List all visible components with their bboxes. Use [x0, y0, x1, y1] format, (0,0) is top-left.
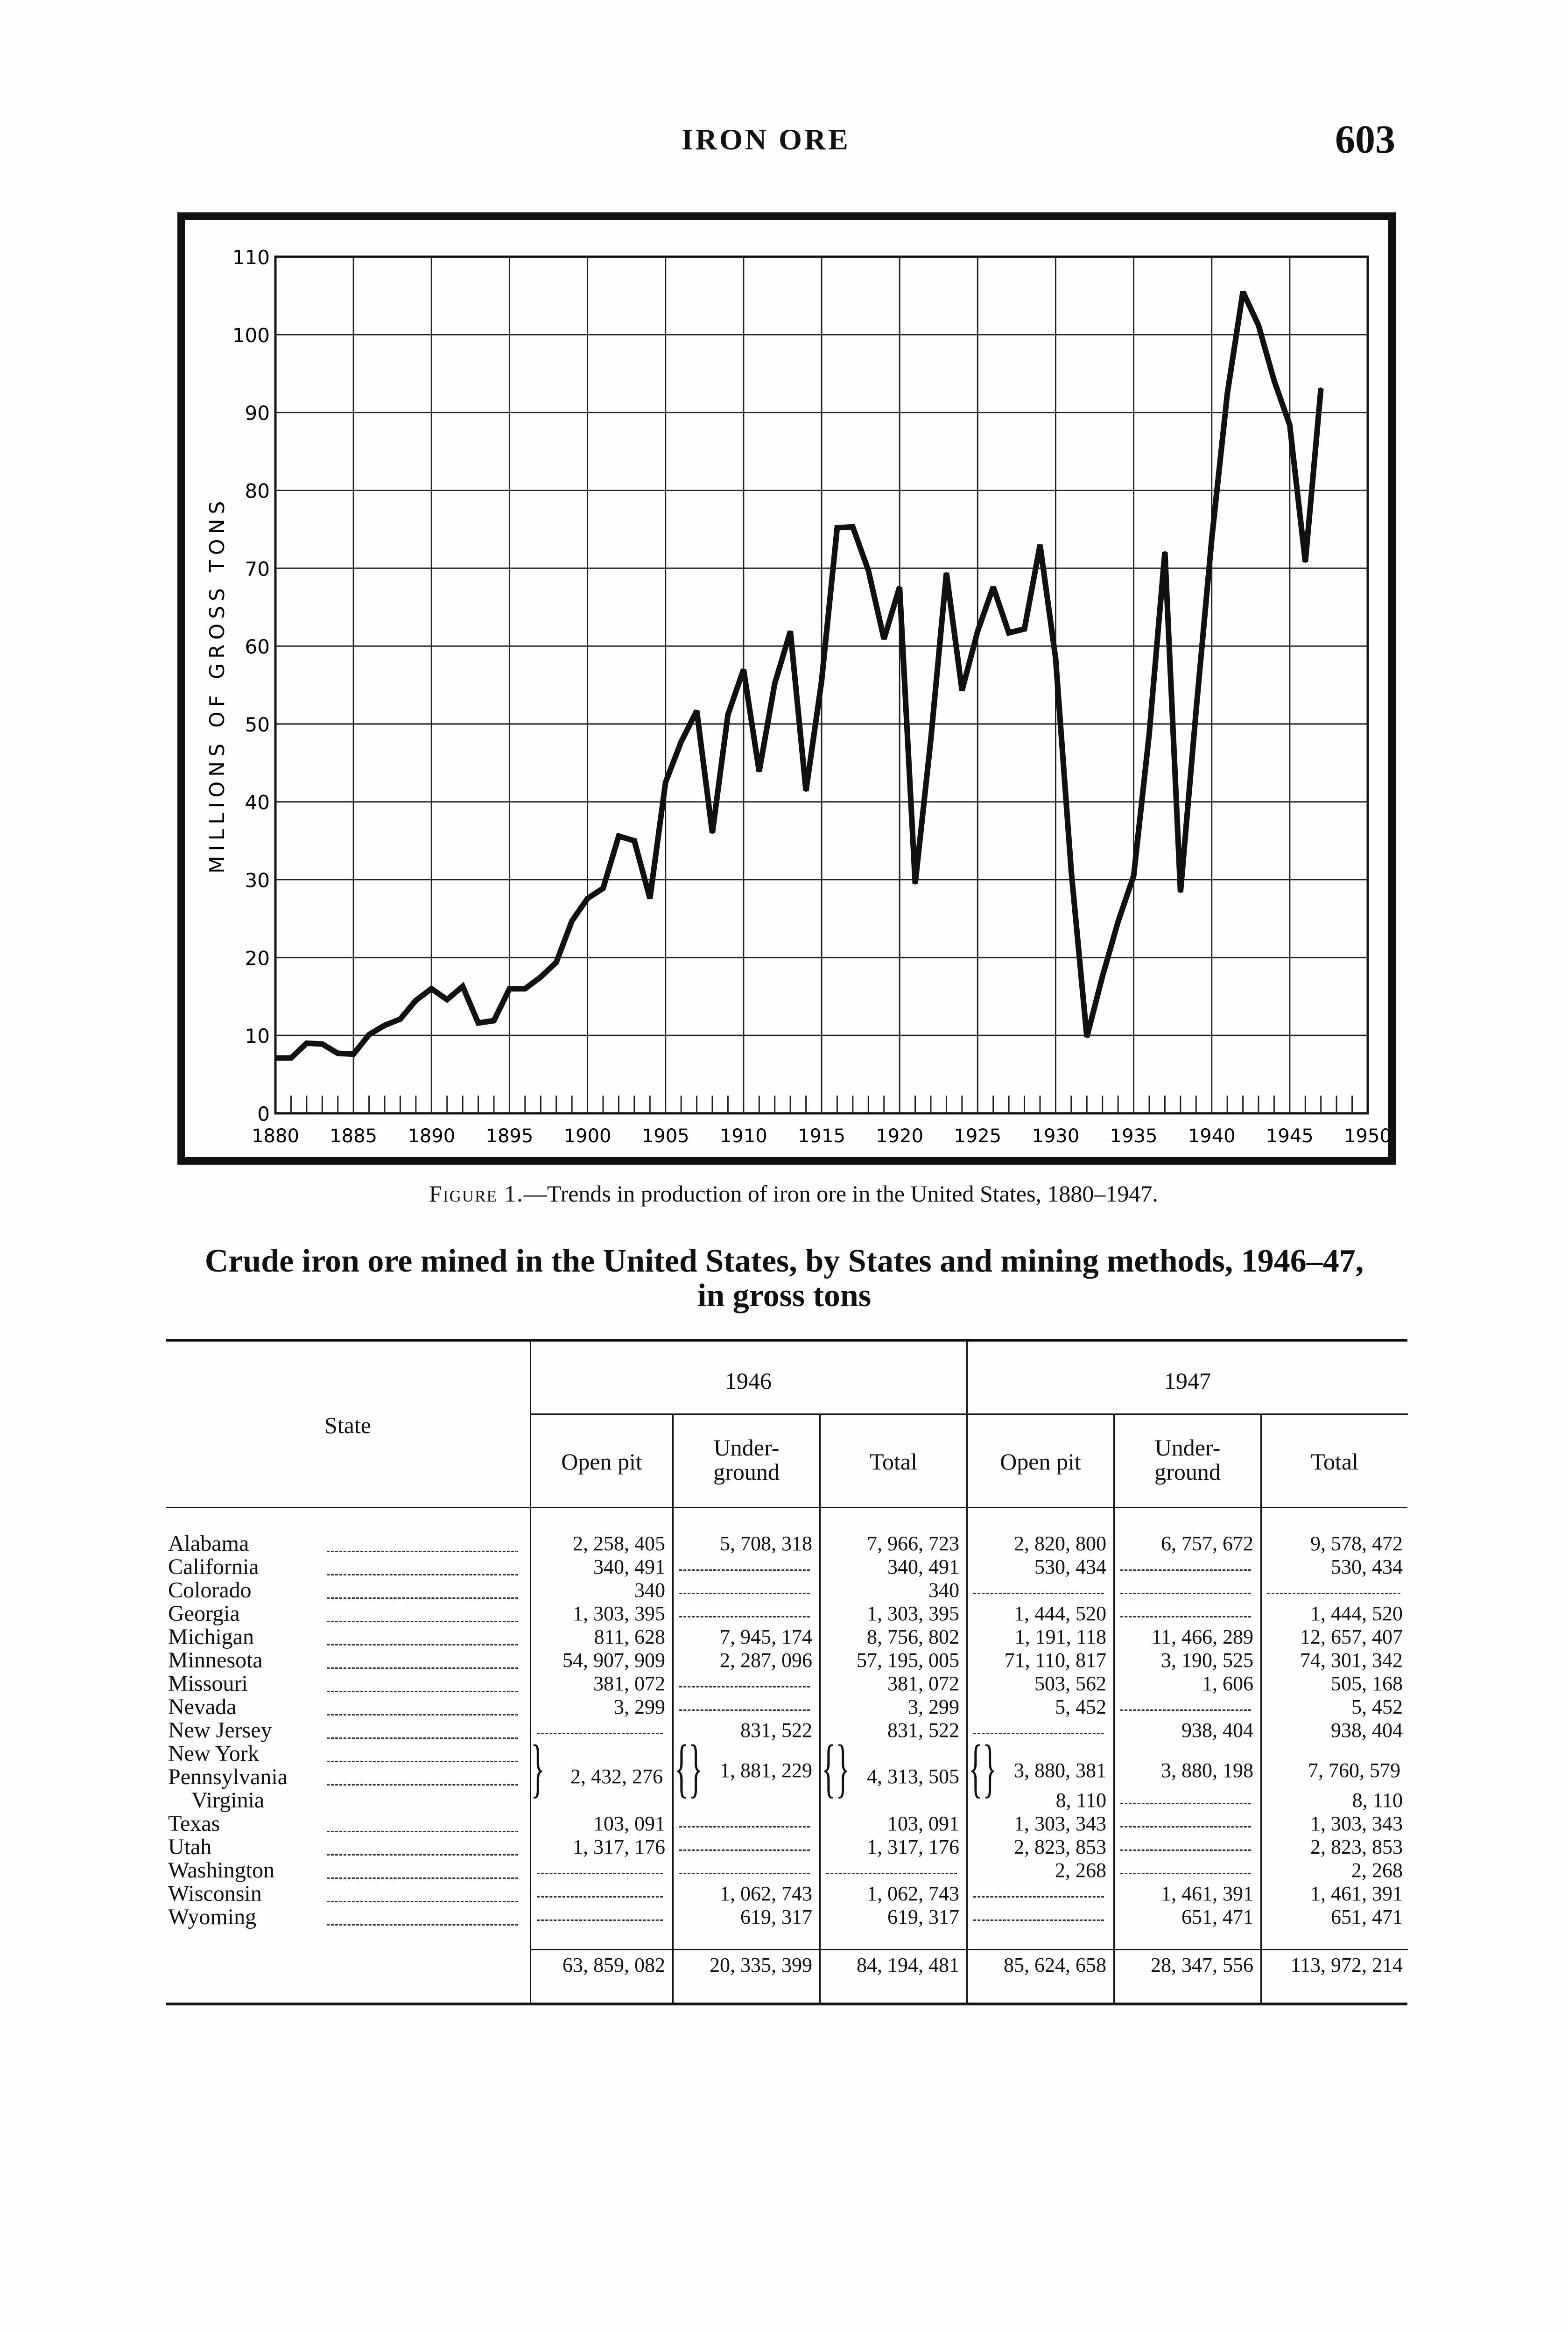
x-tick-label: 1915: [798, 1125, 845, 1147]
data-point: [1242, 291, 1244, 293]
table-cell: 1, 317, 176: [867, 1835, 959, 1858]
figure-caption: [327, 1180, 1260, 1207]
data-point: [867, 569, 869, 571]
y-tick-label: 110: [232, 246, 270, 269]
table-cell: 103, 091: [887, 1812, 959, 1835]
table-cell: 2, 820, 800: [1014, 1532, 1106, 1555]
data-point: [743, 668, 745, 670]
table-cell: 811, 628: [594, 1625, 665, 1648]
table-cell: 651, 471: [1331, 1905, 1403, 1928]
data-point: [1148, 732, 1150, 734]
data-point: [1117, 921, 1119, 923]
table-cell: 340: [928, 1579, 959, 1602]
total-open-pit-1946: 63, 859, 082: [563, 1954, 665, 1976]
data-point: [945, 572, 947, 574]
data-point: [1039, 544, 1041, 546]
data-point: [462, 985, 464, 987]
dot-leader: [327, 1737, 518, 1739]
data-point: [883, 638, 885, 640]
data-point: [555, 961, 557, 963]
dot-leader: [327, 1761, 518, 1762]
x-tick-label: 1945: [1266, 1125, 1314, 1147]
grouped-total-1946: 4, 313, 505: [867, 1765, 959, 1788]
data-point: [1273, 380, 1275, 381]
data-point: [1180, 891, 1181, 893]
dot-leader: [327, 1901, 518, 1902]
empty-cell-dash: [679, 1849, 810, 1851]
state-name: Texas: [168, 1811, 220, 1836]
data-point: [961, 689, 963, 691]
state-name: Pennsylvania: [168, 1765, 288, 1789]
x-tick-label: 1880: [252, 1125, 299, 1147]
table-cell: 619, 317: [887, 1905, 959, 1928]
col-header-total-1947: Total: [1310, 1448, 1359, 1475]
empty-cell-dash: [537, 1896, 663, 1898]
state-column-header: State: [324, 1412, 371, 1438]
data-point: [493, 1019, 495, 1021]
table-cell: 71, 110, 817: [1004, 1649, 1106, 1672]
data-point: [1008, 632, 1010, 634]
state-name: Wisconsin: [168, 1881, 262, 1906]
dot-leader: [327, 1551, 518, 1552]
column-rule-1947-total: [1260, 1414, 1262, 2003]
state-name: Missouri: [168, 1671, 248, 1696]
empty-cell-dash: [1120, 1826, 1251, 1828]
data-point: [1258, 324, 1259, 326]
data-point: [1226, 393, 1228, 395]
data-point: [1086, 1036, 1088, 1038]
table-cell: 938, 404: [1181, 1719, 1253, 1742]
empty-cell-dash: [679, 1593, 810, 1594]
table-cell: 1, 444, 520: [1014, 1602, 1106, 1625]
table-cell: 57, 195, 005: [857, 1649, 959, 1672]
table-cell: 1, 062, 743: [720, 1882, 812, 1905]
data-point: [618, 835, 619, 837]
data-point: [1304, 561, 1306, 563]
data-point: [914, 883, 916, 885]
empty-cell-dash: [679, 1709, 810, 1711]
data-point: [587, 898, 589, 900]
table-cell: 831, 522: [887, 1719, 959, 1742]
empty-cell-dash: [679, 1826, 810, 1828]
table-cell: 9, 578, 472: [1310, 1532, 1403, 1555]
total-total-1946: 84, 194, 481: [857, 1954, 959, 1976]
grouped-underground-1946: 1, 881, 229: [720, 1759, 812, 1782]
data-point: [649, 898, 651, 900]
table-cell: 2, 268: [1055, 1859, 1106, 1882]
table-cell: 1, 303, 395: [573, 1602, 665, 1625]
header-bottom-rule: [166, 1507, 1407, 1508]
state-name: Nevada: [168, 1694, 237, 1719]
state-name: California: [168, 1554, 259, 1579]
data-point: [290, 1057, 292, 1059]
x-tick-label: 1895: [485, 1125, 534, 1147]
column-rule-year: [966, 1340, 968, 2003]
empty-cell-dash: [537, 1919, 663, 1921]
col-header-open-pit-1947: Open pit: [1000, 1448, 1081, 1475]
table-cell: 831, 522: [740, 1719, 812, 1742]
table-title-line-1: Crude iron ore mined in the United States, by States and mining methods, 1946–47,: [204, 1243, 1364, 1279]
table-cell: 11, 466, 289: [1151, 1625, 1253, 1648]
dot-leader: [327, 1667, 518, 1669]
table-cell: 619, 317: [740, 1905, 812, 1928]
column-rule-1946-underground: [672, 1414, 674, 2003]
table-cell: 5, 452: [1351, 1695, 1403, 1718]
table-cell: 505, 168: [1331, 1672, 1403, 1695]
running-head: IRON ORE: [682, 123, 851, 156]
empty-cell-dash: [679, 1686, 810, 1687]
y-tick-label: 0: [257, 1103, 270, 1125]
table-cell: 2, 823, 853: [1014, 1835, 1106, 1858]
total-total-1947: 113, 972, 214: [1290, 1954, 1403, 1976]
empty-cell-dash: [1120, 1709, 1251, 1711]
table-cell: 54, 907, 909: [563, 1649, 665, 1672]
table-cell: 5, 708, 318: [720, 1532, 812, 1555]
x-tick-label: 1885: [330, 1125, 378, 1147]
y-tick-label: 30: [245, 869, 270, 892]
data-point: [524, 988, 526, 990]
column-rule-1946-total: [819, 1414, 821, 2003]
table-cell: 103, 091: [593, 1812, 665, 1835]
data-point: [478, 1022, 479, 1024]
year-header-rule: [530, 1413, 1408, 1415]
data-point: [774, 682, 776, 684]
x-tick-label: 1905: [641, 1125, 689, 1147]
table-cell: 1, 444, 520: [1310, 1602, 1403, 1625]
table-cell: 1, 303, 395: [867, 1602, 959, 1625]
col-header-underground-1947: Under- ground: [1154, 1434, 1221, 1485]
empty-cell-dash: [537, 1873, 663, 1874]
data-point: [1195, 710, 1197, 712]
grouped-total-1947: 7, 760, 579: [1308, 1759, 1400, 1782]
table-cell: 1, 461, 391: [1161, 1882, 1253, 1905]
empty-cell-dash: [1120, 1593, 1251, 1594]
state-name: Utah: [168, 1835, 212, 1859]
table-cell: 2, 823, 853: [1310, 1835, 1403, 1858]
state-name: Michigan: [168, 1624, 254, 1649]
data-point: [977, 630, 978, 632]
table-cell: 381, 072: [887, 1672, 959, 1695]
data-point: [430, 988, 432, 990]
col-header-total-1946: Total: [869, 1448, 918, 1475]
table-cell: 8, 110: [1352, 1789, 1403, 1812]
table-cell: 651, 471: [1181, 1905, 1253, 1928]
data-point: [602, 887, 604, 889]
data-point: [1070, 870, 1072, 872]
table-title: [154, 1244, 1414, 1313]
data-point: [899, 586, 900, 588]
table-title-line-2: in gross tons: [697, 1278, 872, 1314]
y-tick-label: 90: [245, 401, 270, 425]
data-point: [758, 771, 760, 773]
empty-cell-dash: [1120, 1569, 1251, 1571]
year-1946-header: 1946: [725, 1368, 772, 1394]
table-bottom-rule: [166, 2003, 1407, 2005]
table-cell: 340, 491: [593, 1555, 665, 1578]
data-point: [930, 738, 932, 740]
table-cell: 74, 301, 342: [1300, 1649, 1403, 1672]
table-cell: 340, 491: [887, 1555, 959, 1578]
page-number: 603: [1335, 117, 1395, 162]
year-1947-header: 1947: [1164, 1368, 1211, 1394]
data-point: [852, 526, 854, 528]
data-point: [680, 741, 682, 743]
data-point: [789, 630, 791, 632]
totals-rule: [530, 1949, 1408, 1950]
dot-leader: [327, 1597, 518, 1599]
table-cell: 530, 434: [1331, 1555, 1403, 1578]
data-point: [274, 1057, 276, 1059]
data-point: [1055, 658, 1056, 660]
state-name: New York: [168, 1741, 259, 1766]
x-tick-label: 1935: [1110, 1125, 1158, 1147]
table-cell: 381, 072: [593, 1672, 665, 1695]
dot-leader: [327, 1831, 518, 1832]
table-cell: 3, 190, 525: [1161, 1649, 1253, 1672]
data-point: [1320, 387, 1322, 389]
data-point: [571, 920, 573, 922]
grouped-open-pit-1947: 3, 880, 381: [1014, 1759, 1106, 1782]
data-point: [1102, 975, 1104, 977]
data-point: [836, 527, 838, 529]
table-cell: 530, 434: [1034, 1555, 1106, 1578]
grouped-open-pit-1946: 2, 432, 276: [570, 1765, 663, 1788]
state-name: Colorado: [168, 1578, 252, 1603]
table-cell: 2, 258, 405: [573, 1532, 665, 1555]
data-point: [1289, 424, 1291, 426]
group-brace-1946-under: {}: [675, 1732, 703, 1804]
empty-cell-dash: [1120, 1873, 1251, 1874]
data-point: [821, 680, 823, 682]
dot-leader: [327, 1644, 518, 1645]
empty-cell-dash: [1120, 1616, 1251, 1617]
empty-cell-dash: [973, 1896, 1104, 1898]
data-point: [337, 1053, 339, 1055]
table-cell: 1, 317, 176: [573, 1835, 665, 1858]
table-cell: 7, 966, 723: [867, 1532, 959, 1555]
data-point: [321, 1043, 323, 1045]
empty-cell-dash: [973, 1593, 1104, 1594]
empty-cell-dash: [679, 1873, 810, 1874]
y-tick-label: 40: [245, 791, 270, 814]
dot-leader: [327, 1714, 518, 1715]
dot-leader: [327, 1621, 518, 1622]
total-underground-1946: 20, 335, 399: [710, 1954, 812, 1976]
table-cell: 2, 287, 096: [720, 1649, 812, 1672]
data-point: [540, 976, 541, 978]
column-rule-1947-underground: [1113, 1414, 1115, 2003]
table-cell: 1, 606: [1202, 1672, 1253, 1695]
table-cell: 6, 757, 672: [1161, 1532, 1253, 1555]
table-cell: 1, 303, 343: [1014, 1812, 1106, 1835]
empty-cell-dash: [679, 1616, 810, 1617]
dot-leader: [327, 1574, 518, 1575]
table-cell: 1, 461, 391: [1310, 1882, 1403, 1905]
data-point: [633, 840, 635, 842]
data-point: [1133, 875, 1135, 877]
table-cell: 7, 945, 174: [720, 1625, 812, 1648]
data-point: [1211, 539, 1213, 541]
state-name: Minnesota: [168, 1648, 263, 1673]
state-name: New Jersey: [168, 1718, 272, 1743]
table-cell: 5, 452: [1055, 1695, 1106, 1718]
y-tick-label: 20: [245, 947, 270, 970]
table-cell: 8, 110: [1055, 1789, 1106, 1812]
total-open-pit-1947: 85, 624, 658: [1004, 1954, 1106, 1976]
empty-cell-dash: [973, 1919, 1104, 1921]
empty-cell-dash: [537, 1733, 663, 1734]
data-point: [805, 790, 807, 792]
table-cell: 1, 303, 343: [1310, 1812, 1403, 1835]
data-point: [446, 998, 448, 1000]
data-point: [1164, 551, 1166, 553]
dot-leader: [327, 1877, 518, 1879]
table-cell: 3, 299: [614, 1695, 665, 1718]
table-cell: 12, 657, 407: [1300, 1625, 1403, 1648]
dot-leader: [327, 1854, 518, 1856]
state-name: Virginia: [191, 1788, 265, 1813]
data-point: [711, 832, 713, 834]
y-tick-label: 80: [245, 479, 270, 503]
y-tick-label: 100: [232, 323, 270, 347]
table-cell: 938, 404: [1331, 1719, 1403, 1742]
data-point: [508, 988, 510, 990]
x-tick-label: 1910: [719, 1125, 767, 1147]
table-cell: 1, 062, 743: [867, 1882, 959, 1905]
table-cell: 1, 191, 118: [1014, 1625, 1106, 1648]
data-point: [352, 1053, 354, 1055]
data-point: [399, 1018, 401, 1020]
y-tick-label: 70: [245, 557, 270, 581]
data-point: [368, 1034, 370, 1036]
x-tick-label: 1920: [876, 1125, 924, 1147]
group-brace-1946-total: {}: [822, 1732, 850, 1804]
group-brace-1946-open: }: [531, 1732, 545, 1804]
table-cell: 2, 268: [1351, 1859, 1403, 1882]
empty-cell-dash: [1267, 1593, 1400, 1594]
x-tick-label: 1900: [563, 1125, 612, 1147]
table-cell: 503, 562: [1034, 1672, 1106, 1695]
x-tick-label: 1940: [1188, 1125, 1236, 1147]
y-tick-label: 10: [245, 1025, 270, 1048]
dot-leader: [327, 1924, 518, 1926]
production-series-line: [275, 292, 1321, 1058]
grouped-underground-1947: 3, 880, 198: [1161, 1759, 1253, 1782]
y-tick-label: 60: [245, 635, 270, 659]
group-brace-1947-open: {}: [969, 1732, 997, 1804]
data-point: [306, 1042, 308, 1044]
y-tick-label: 50: [245, 713, 270, 736]
figure-caption-text: —Trends in production of iron ore in the United States, 1880–1947.: [523, 1181, 1158, 1207]
col-header-underground-1946: Under- ground: [713, 1434, 780, 1485]
figure-caption-label: Figure 1.: [429, 1181, 524, 1207]
x-tick-label: 1930: [1032, 1125, 1080, 1147]
state-name: Washington: [168, 1858, 275, 1883]
table-cell: 8, 756, 802: [867, 1625, 959, 1648]
production-trend-chart: [177, 212, 1396, 1165]
table-cell: 340: [634, 1579, 665, 1602]
data-point: [1024, 628, 1026, 630]
empty-cell-dash: [679, 1569, 810, 1571]
empty-cell-dash: [1120, 1803, 1251, 1804]
data-point: [992, 586, 994, 588]
y-axis-title: MILLIONS OF GROSS TONS: [205, 496, 229, 874]
x-tick-label: 1950: [1344, 1125, 1392, 1147]
state-name: Georgia: [168, 1601, 240, 1626]
total-underground-1947: 28, 347, 556: [1151, 1954, 1253, 1976]
data-point: [415, 999, 417, 1001]
dot-leader: [327, 1691, 518, 1692]
x-tick-label: 1925: [954, 1125, 1002, 1147]
state-name: Alabama: [168, 1531, 249, 1556]
data-point: [727, 714, 729, 716]
dot-leader: [327, 1784, 518, 1786]
state-name: Wyoming: [168, 1905, 257, 1929]
data-point: [384, 1024, 386, 1026]
table-top-rule: [166, 1339, 1407, 1342]
data-point: [696, 710, 698, 712]
table-cell: 3, 299: [908, 1695, 959, 1718]
column-rule-state: [530, 1340, 531, 2003]
empty-cell-dash: [1120, 1849, 1251, 1851]
x-tick-label: 1890: [408, 1125, 456, 1147]
data-point: [665, 781, 667, 783]
empty-cell-dash: [826, 1873, 957, 1874]
col-header-open-pit-1946: Open pit: [561, 1448, 642, 1475]
